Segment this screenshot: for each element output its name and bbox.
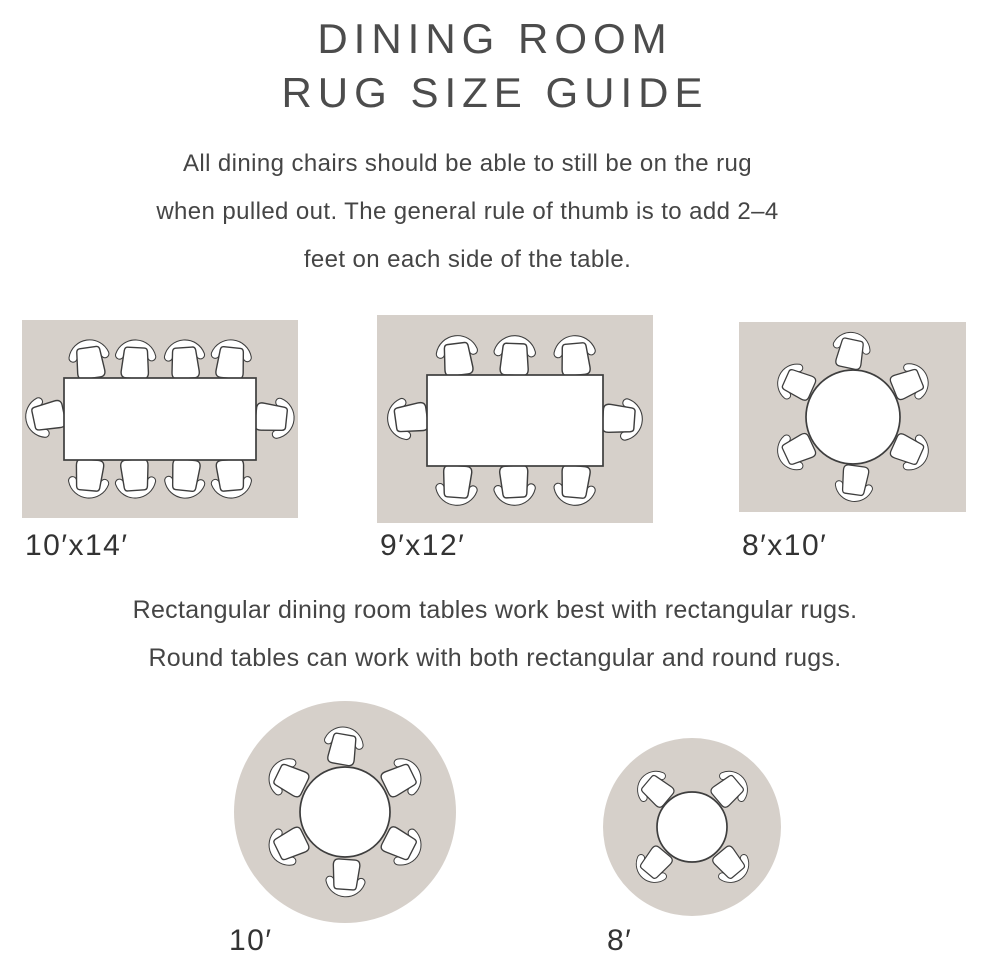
dining-chair xyxy=(254,400,292,436)
dining-chair xyxy=(557,464,593,502)
chair-seat xyxy=(120,459,149,492)
chair-seat xyxy=(442,465,472,499)
chair-seat xyxy=(170,347,199,380)
dining-table xyxy=(427,375,603,466)
dining-chair xyxy=(602,401,640,437)
dining-chair xyxy=(118,459,153,496)
intro-paragraph xyxy=(0,140,935,284)
dining-table xyxy=(300,767,390,857)
dining-chair xyxy=(439,465,475,503)
size-label-10x14: 10′x14′ xyxy=(25,529,129,562)
dining-chair xyxy=(497,465,532,502)
chair-seat xyxy=(215,346,245,379)
intro-line-3: feet on each side of the table. xyxy=(303,246,632,273)
chair-seat xyxy=(254,402,287,432)
size-label-10-round: 10′ xyxy=(229,924,273,957)
note-line-1: Rectangular dining room tables work best with rectangular rugs. xyxy=(132,596,858,624)
chair-seat xyxy=(499,465,529,498)
chair-seat xyxy=(216,459,246,492)
diagram-rug-8x10 xyxy=(739,322,966,512)
note-paragraph xyxy=(0,586,990,682)
dining-chair xyxy=(213,342,249,380)
dining-chair xyxy=(213,458,248,495)
rug-10x14-figure xyxy=(22,320,298,518)
diagram-rug-8-round xyxy=(603,738,781,916)
dining-table xyxy=(806,370,900,464)
rug-8x10-figure xyxy=(739,322,966,512)
chair-seat xyxy=(442,342,474,377)
dining-chair xyxy=(439,338,476,377)
dining-chair xyxy=(329,858,363,894)
rug-8-round-figure xyxy=(603,738,781,916)
diagram-rug-10-round xyxy=(234,701,456,923)
dining-chair xyxy=(118,343,152,379)
chair-seat xyxy=(560,465,591,499)
size-label-8x10: 8′x10′ xyxy=(742,529,828,562)
chair-seat xyxy=(332,859,361,891)
intro-line-1: All dining chairs should be able to still be on the rug xyxy=(182,150,752,177)
rug-9x12-figure xyxy=(377,315,653,523)
page-title xyxy=(0,12,990,120)
chair-seat xyxy=(121,347,150,379)
chair-seat xyxy=(560,342,591,376)
chair-seat xyxy=(602,404,636,434)
chair-seat xyxy=(170,458,200,491)
size-label-8-round: 8′ xyxy=(607,924,633,957)
chair-seat xyxy=(74,459,104,492)
dining-chair xyxy=(557,338,593,376)
title-line-1: DINING ROOM xyxy=(317,15,673,62)
title-line-2: RUG SIZE GUIDE xyxy=(281,69,709,116)
rug-10-round-figure xyxy=(234,701,456,923)
dining-chair xyxy=(497,339,531,376)
dining-chair xyxy=(168,343,203,380)
dining-table xyxy=(657,792,727,862)
dining-chair xyxy=(72,458,107,495)
diagram-rug-10x14 xyxy=(22,320,298,518)
size-label-9x12: 9′x12′ xyxy=(380,529,466,562)
dining-chair xyxy=(167,458,203,496)
chair-seat xyxy=(500,343,529,376)
diagram-rug-9x12 xyxy=(377,315,653,523)
note-line-2: Round tables can work with both rectangular and round rugs. xyxy=(148,644,842,672)
intro-line-2: when pulled out. The general rule of thumb is to add 2–4 xyxy=(156,198,779,225)
dining-table xyxy=(64,378,256,460)
